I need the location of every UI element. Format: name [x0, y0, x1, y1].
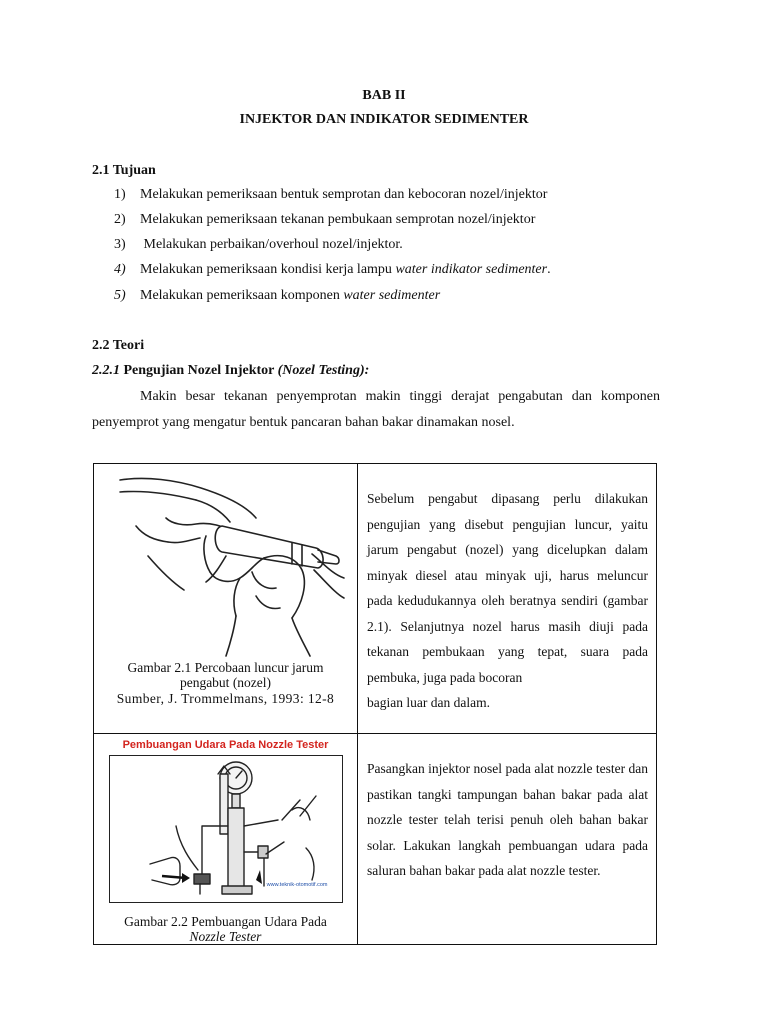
section-heading-tujuan: 2.1 Tujuan — [92, 163, 156, 178]
section-heading-teori: 2.2 Teori — [92, 338, 145, 353]
teori-paragraph-text: Makin besar tekanan penyemprotan makin tinggi derajat pengabutan dan komponen penyemprot yang mengatur bentuk pancaran bahan bakar dinamakan nosel. — [92, 389, 660, 430]
image-url-text: www.teknik-otomotif.com — [266, 882, 328, 888]
subsection-number: 2.2.1 — [92, 363, 120, 378]
list-text-tail: . — [547, 262, 551, 277]
figure-image-title: Pembuangan Udara Pada Nozzle Tester — [122, 739, 329, 751]
list-text: Melakukan pemeriksaan kondisi kerja lampu — [140, 262, 396, 277]
list-text-italic: water indikator sedimenter — [395, 262, 548, 277]
table-row — [94, 464, 657, 734]
list-text: Melakukan pemeriksaan tekanan pembukaan semprotan nozel/injektor — [140, 212, 536, 227]
list-number: 4) — [114, 262, 126, 277]
list-item — [114, 288, 440, 304]
list-item — [114, 237, 403, 253]
list-item — [114, 212, 535, 228]
figure-caption-line: Gambar 2.1 Percobaan luncur jarum — [127, 660, 324, 675]
nozzle-tester-illustration — [110, 756, 342, 902]
cell-paragraph-tail: bagian luar dan dalam. — [367, 695, 490, 710]
figure-cell-2 — [94, 734, 358, 945]
nozzle-tester-image — [109, 755, 343, 903]
subsection-heading — [92, 363, 369, 379]
nozzle-hand-illustration — [106, 466, 346, 658]
figure-caption-line: Gambar 2.2 Pembuangan Udara Pada — [124, 914, 327, 929]
cell-paragraph: Pasangkan injektor nosel pada alat nozzle tester dan pastikan tangki tampungan bahan bakar pada alat nozzle tester telah terisi penuh oleh bahan bakar solar. Lakukan langkah pembuangan udara pada saluran bahan bakar pada alat nozzle tester. — [367, 761, 648, 878]
figure-caption-line: Nozzle Tester — [189, 929, 262, 944]
list-item — [114, 187, 547, 203]
chapter-title: INJEKTOR DAN INDIKATOR SEDIMENTER — [239, 112, 529, 127]
text-cell-2 — [358, 734, 657, 945]
figure-table — [93, 463, 657, 945]
subsection-title: Pengujian Nozel Injektor — [120, 363, 278, 378]
figure-source: Sumber, J. Trommelmans, 1993: 12-8 — [116, 691, 335, 706]
list-item — [114, 262, 551, 278]
list-number: 5) — [114, 288, 126, 303]
list-text: Melakukan perbaikan/overhoul nozel/injektor. — [140, 237, 403, 252]
subsection-title-italic: (Nozel Testing): — [277, 363, 370, 378]
figure-caption-line: pengabut (nozel) — [179, 675, 272, 690]
text-cell-1 — [358, 464, 657, 734]
table-row — [94, 734, 657, 945]
list-number: 1) — [114, 187, 126, 202]
list-text: Melakukan pemeriksaan komponen — [140, 288, 344, 303]
list-text: Melakukan pemeriksaan bentuk semprotan dan kebocoran nozel/injektor — [140, 187, 548, 202]
chapter-label: BAB II — [362, 88, 406, 103]
cell-paragraph: Sebelum pengabut dipasang perlu dilakukan pengujian yang disebut pengujian luncur, yaitu jarum pengabut (nozel) yang dicelupkan dalam minyak diesel atau minyak uji, harus meluncur pada kedudukannya oleh beratnya sendiri (gambar 2.1). Selanjutnya nozel harus masih diuji pada tekanan pembukaan yang tepat, suara pada pembuka, juga pada bocoran — [367, 491, 648, 685]
figure-cell-1 — [94, 464, 358, 734]
teori-paragraph — [92, 384, 660, 436]
list-number: 3) — [114, 237, 126, 252]
list-number: 2) — [114, 212, 126, 227]
list-text-italic: water sedimenter — [343, 288, 441, 303]
